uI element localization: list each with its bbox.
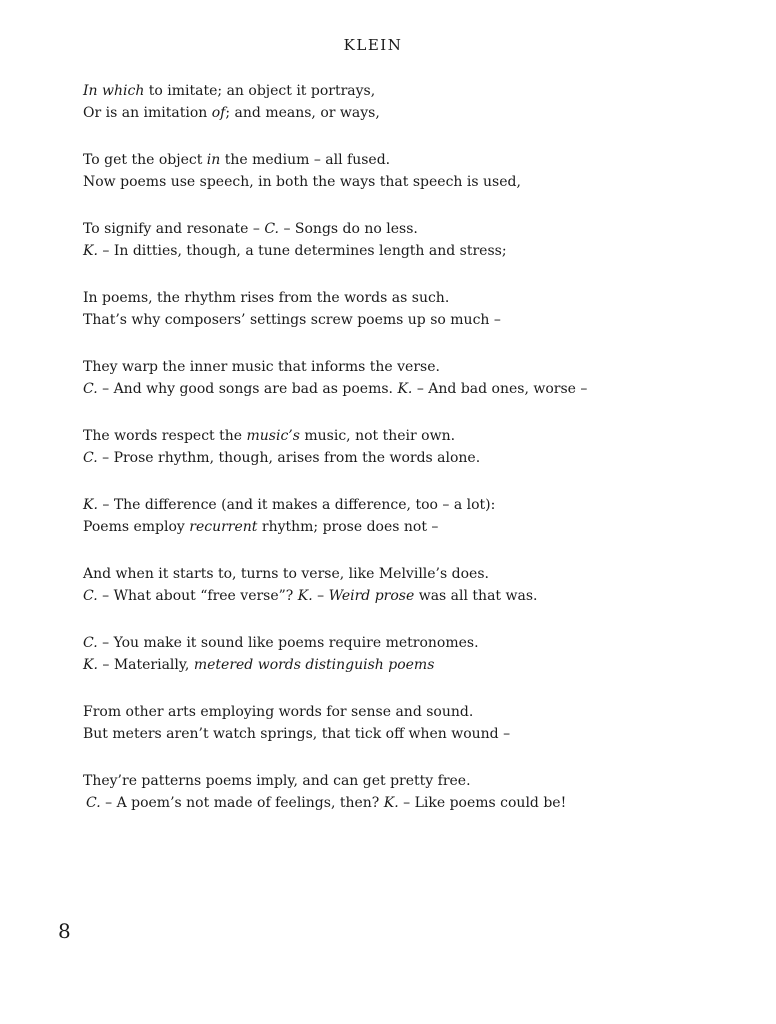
italic-text: K. <box>83 243 98 259</box>
line-text: In poems, the rhythm rises from the words as such. <box>83 290 450 306</box>
line-text: to imitate; an object it portrays, <box>144 83 376 99</box>
italic-text: music’s <box>246 428 300 444</box>
poem-line <box>83 80 723 102</box>
italic-text: Weird prose <box>328 588 415 604</box>
line-text: To get the object <box>83 152 207 168</box>
poem-body <box>83 80 723 839</box>
poem-line <box>83 770 723 792</box>
stanza <box>83 356 723 400</box>
line-text: They’re patterns poems imply, and can get pretty free. <box>83 773 471 789</box>
line-text: To signify and resonate – <box>83 221 265 237</box>
stanza <box>83 770 723 814</box>
poem-line <box>83 356 723 378</box>
line-text: Poems employ <box>83 519 190 535</box>
poem-line <box>83 447 723 469</box>
line-text: – Prose rhythm, though, arises from the words alone. <box>97 450 481 466</box>
poem-line <box>83 563 723 585</box>
stanza <box>83 563 723 607</box>
line-text: They warp the inner music that informs the verse. <box>83 359 440 375</box>
stanza <box>83 218 723 262</box>
poem-line <box>83 494 723 516</box>
line-text: was all that was. <box>414 588 538 604</box>
line-text: But meters aren’t watch springs, that tick off when wound – <box>83 726 511 742</box>
italic-text: K. <box>83 657 98 673</box>
line-text: – A poem’s not made of feelings, then? <box>100 795 384 811</box>
line-text: – <box>312 588 329 604</box>
poem-line <box>83 792 723 814</box>
stanza <box>83 701 723 745</box>
stanza <box>83 632 723 676</box>
poem-line <box>83 287 723 309</box>
line-text: Or is an imitation <box>83 105 212 121</box>
italic-text: C. <box>83 588 98 604</box>
line-text: That’s why composers’ settings screw poems up so much – <box>83 312 501 328</box>
poem-line <box>83 149 723 171</box>
poem-line <box>83 309 723 331</box>
line-text: – Materially, <box>97 657 194 673</box>
line-text: From other arts employing words for sense and sound. <box>83 704 474 720</box>
stanza <box>83 80 723 124</box>
poem-line <box>83 240 723 262</box>
poem-line <box>83 654 723 676</box>
line-text: – You make it sound like poems require metronomes. <box>97 635 479 651</box>
poem-line <box>83 516 723 538</box>
italic-text: K. <box>383 795 399 811</box>
poem-line <box>83 701 723 723</box>
italic-text: C. <box>83 450 98 466</box>
stanza <box>83 287 723 331</box>
italic-text: in <box>206 152 221 168</box>
stanza <box>83 425 723 469</box>
poem-line <box>83 425 723 447</box>
italic-text: metered words distinguish poems <box>193 657 435 673</box>
stanza <box>83 494 723 538</box>
italic-text: K. <box>83 497 98 513</box>
line-text: – And why good songs are bad as poems. <box>97 381 398 397</box>
line-text: ; and means, or ways, <box>225 105 380 121</box>
italic-text: C. <box>83 381 98 397</box>
poem-line <box>83 218 723 240</box>
line-text: – In ditties, though, a tune determines length and stress; <box>97 243 507 259</box>
italic-text: In which <box>83 83 145 99</box>
poem-line <box>83 378 723 400</box>
poem-line <box>83 585 723 607</box>
italic-text: C. <box>86 795 101 811</box>
poem-line <box>83 102 723 124</box>
line-text: the medium – all fused. <box>220 152 391 168</box>
italic-text: C. <box>264 221 280 237</box>
poem-line <box>83 171 723 193</box>
line-text: – Songs do no less. <box>279 221 418 237</box>
italic-text: recurrent <box>189 519 258 535</box>
italic-text: K. <box>297 588 313 604</box>
italic-text: K. <box>397 381 413 397</box>
italic-text: C. <box>83 635 98 651</box>
line-text: – And bad ones, worse – <box>412 381 588 397</box>
line-text: And when it starts to, turns to verse, like Melville’s does. <box>83 566 489 582</box>
line-text: – What about “free verse”? <box>97 588 298 604</box>
running-head: KLEIN <box>343 36 403 54</box>
line-text: Now poems use speech, in both the ways that speech is used, <box>83 174 521 190</box>
line-text: music, not their own. <box>299 428 456 444</box>
poem-line <box>83 632 723 654</box>
poem-line <box>83 723 723 745</box>
page-number: 8 <box>58 919 71 943</box>
stanza <box>83 149 723 193</box>
line-text: – Like poems could be! <box>398 795 567 811</box>
line-text: The words respect the <box>83 428 247 444</box>
line-text: – The difference (and it makes a difference, too – a lot): <box>97 497 496 513</box>
italic-text: of <box>211 105 226 121</box>
line-text: rhythm; prose does not – <box>257 519 439 535</box>
